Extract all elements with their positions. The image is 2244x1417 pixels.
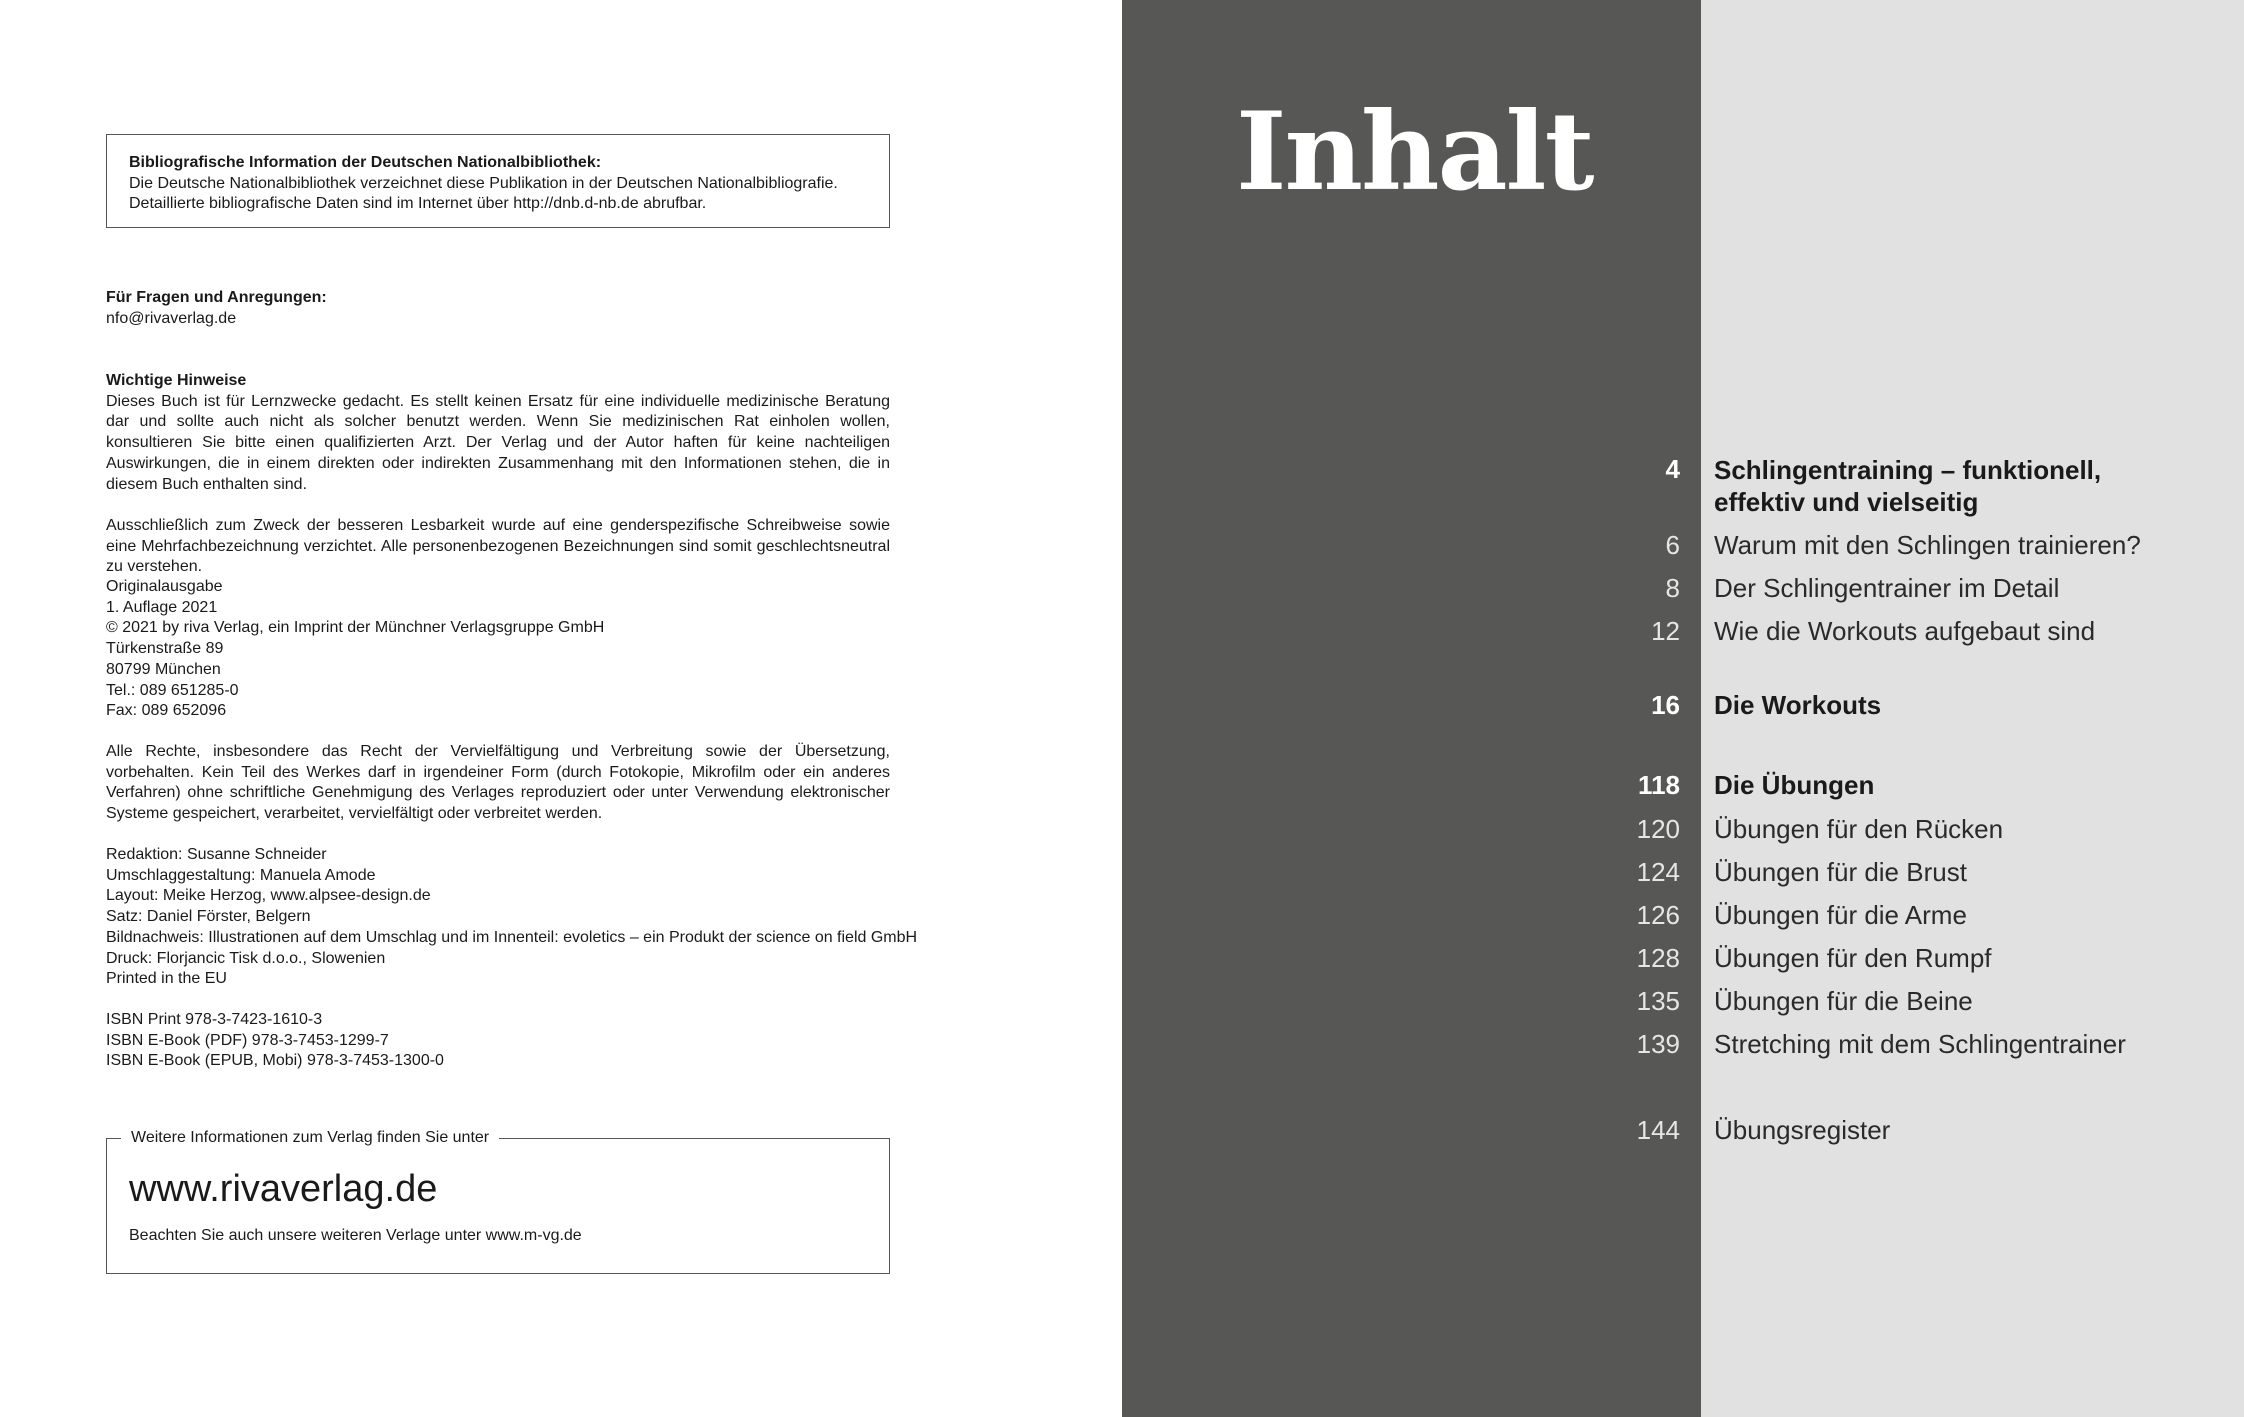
rights-paragraph: Alle Rechte, insbesondere das Recht der Vervielfältigung und Verbreitung sowie der Übersetzung, vorbehalten. Kein Teil des Werkes darf in irgendeiner Form (durch Fotokopie, Mikrofilm oder ein anderes Verfahren) ohne schriftliche Genehmigung des Verlages reproduziert oder unter Verwendung elektronischer Systeme gespeichert, verarbeitet, vervielfältigt oder verbreitet werden. [106,743,890,823]
web-legend: Weitere Informationen zum Verlag finden Sie unter [121,1127,499,1149]
toc-entry[interactable]: Übungen für den Rücken [1714,814,2004,844]
toc-page-number: 6 [1665,530,1680,560]
toc-page-number: 8 [1665,573,1680,603]
toc-page-number: 16 [1651,690,1680,720]
contact-email[interactable]: nfo@rivaverlag.de [106,309,237,327]
contact-block [106,288,890,329]
toc-page-number: 139 [1636,1029,1680,1059]
toc-entry[interactable]: Stretching mit dem Schlingentrainer [1714,1029,2126,1059]
toc-entry[interactable]: Übungen für den Rumpf [1714,943,1992,973]
notes-paragraph-2: Ausschließlich zum Zweck der besseren Lesbarkeit wurde auf eine genderspezifische Schreibweise sowie eine Mehrfachbezeichnung verzichtet. Alle personenbezogenen Bezeichnungen sind somit geschlechtsneutral zu verstehen. [106,516,890,576]
biblio-line-1: Die Deutsche Nationalbibliothek verzeichnet diese Publikation in der Deutschen Nationalbibliografie. [129,174,838,192]
notes-paragraph-1: Dieses Buch ist für Lernzwecke gedacht. Es stellt keinen Ersatz für eine individuelle medizinische Beratung dar und sollte auch nicht als solcher benutzt werden. Wenn Sie medizinischen Rat einholen wollen, konsultieren Sie bitte einen qualifizierten Arzt. Der Verlag und der Autor haften für keine nachteiligen Auswirkungen, die in einem direkten oder indirekten Zusammenhang mit den Informationen stehen, die in diesem Buch enthalten sind. [106,392,890,493]
toc-page-number: 126 [1636,900,1680,930]
publisher-line: Türkenstraße 89 [106,640,224,658]
publisher-line: 80799 München [106,660,221,678]
toc-entry-title-line-2: effektiv und vielseitig [1714,487,1979,517]
toc-page-number: 124 [1636,857,1680,887]
contact-title: Für Fragen und Anregungen: [106,289,327,306]
toc-page-number: 135 [1636,986,1680,1016]
isbn-line: ISBN Print 978-3-7423-1610-3 [106,1011,323,1028]
biblio-title: Bibliografische Information der Deutschen Nationalbibliothek: [129,154,602,171]
toc-entry[interactable]: Übungen für die Beine [1714,986,1973,1016]
toc-page-number: 4 [1665,454,1680,484]
toc-page-number: 118 [1638,770,1680,800]
toc-heading: Inhalt [1236,89,1593,215]
web-url[interactable]: www.rivaverlag.de [129,1168,438,1210]
rights-block [106,742,890,825]
toc-page-number: 12 [1651,616,1680,646]
toc-entry[interactable]: Die Workouts [1714,690,1882,720]
credit-line: Redaktion: Susanne Schneider [106,846,327,863]
credit-line: Bildnachweis: Illustrationen auf dem Umschlag und im Innenteil: evoletics – ein Produkt der science on field GmbH [106,928,918,946]
toc-entry[interactable]: Übungen für die Brust [1714,857,1967,887]
isbn-block [106,1010,890,1072]
credit-line: Layout: Meike Herzog, www.alpsee-design.de [106,887,431,905]
toc-page-number: 128 [1636,943,1680,973]
credit-line: Satz: Daniel Förster, Belgern [106,908,311,926]
toc-entry[interactable]: Die Übungen [1714,770,1875,800]
toc-page-number: 120 [1636,814,1680,844]
publisher-line: Originalausgabe [106,578,223,595]
notes-block [106,371,890,578]
biblio-line-2: Detaillierte bibliografische Daten sind im Internet über http://dnb.d-nb.de abrufbar. [129,195,707,213]
toc-entry[interactable]: Wie die Workouts aufgebaut sind [1714,616,2096,646]
toc-entry[interactable]: Übungen für die Arme [1714,900,1967,930]
isbn-line: ISBN E-Book (EPUB, Mobi) 978-3-7453-1300-0 [106,1052,444,1070]
publisher-line: © 2021 by riva Verlag, ein Imprint der Münchner Verlagsgruppe GmbH [106,619,605,637]
isbn-line: ISBN E-Book (PDF) 978-3-7453-1299-7 [106,1031,389,1049]
toc-entry[interactable]: Der Schlingentrainer im Detail [1714,573,2060,603]
credit-line: Printed in the EU [106,970,227,988]
notes-title: Wichtige Hinweise [106,372,247,389]
publisher-line: 1. Auflage 2021 [106,598,218,616]
credit-line: Druck: Florjancic Tisk d.o.o., Slowenien [106,949,386,967]
credit-line: Umschlaggestaltung: Manuela Amode [106,866,376,884]
publisher-line: Tel.: 089 651285-0 [106,681,239,699]
toc-page-number: 144 [1636,1115,1680,1145]
web-box [106,1129,890,1274]
publisher-line: Fax: 089 652096 [106,702,227,720]
publisher-block [106,577,890,722]
toc-entry-title: Schlingentraining – funktionell, [1714,455,2102,485]
credits-block [106,845,918,990]
web-note: Beachten Sie auch unsere weiteren Verlage unter www.m-vg.de [129,1227,582,1244]
biblio-box [106,134,890,228]
toc-entry[interactable] [1714,454,2101,518]
toc-entry[interactable]: Warum mit den Schlingen trainieren? [1714,530,2141,560]
toc-entry[interactable]: Übungsregister [1714,1115,1891,1145]
